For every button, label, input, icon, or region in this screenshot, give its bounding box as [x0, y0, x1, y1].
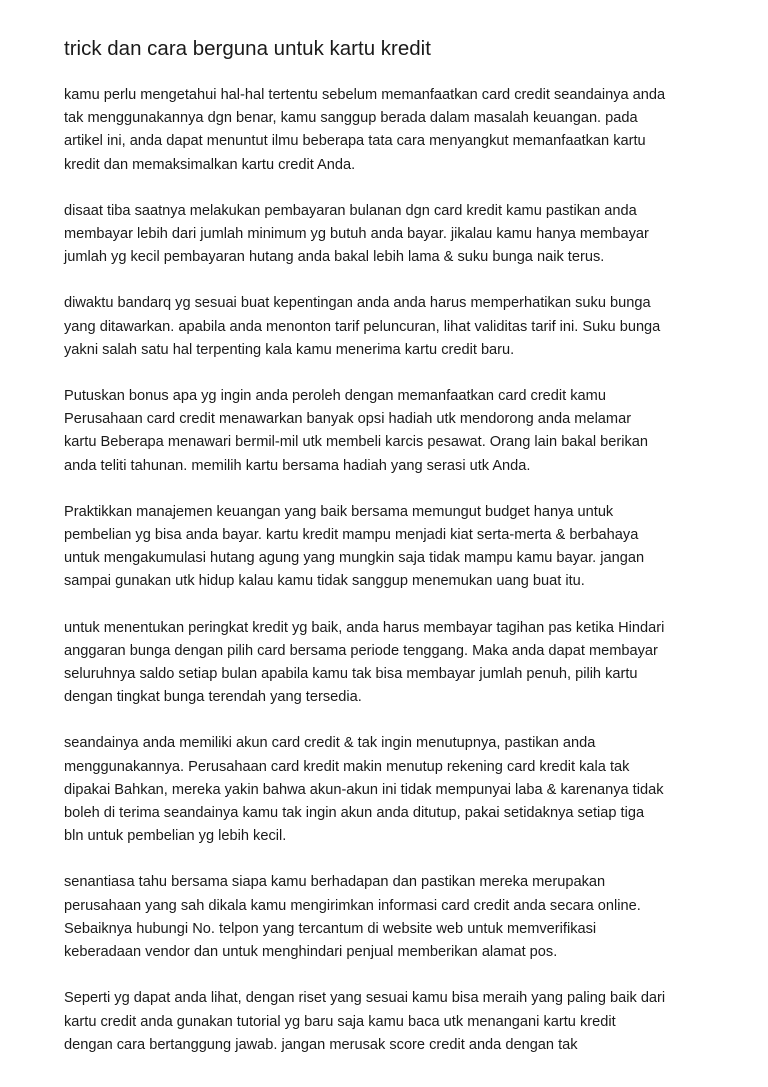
text-line: senantiasa tahu bersama siapa kamu berhadapan dan pastikan mereka merupakan [64, 874, 606, 891]
text-line: boleh di terima seandainya kamu tak ingin akun anda ditutup, pakai setidaknya setiap tiga [64, 805, 645, 822]
text-line: perusahaan yang sah dikala kamu mengirimkan informasi card credit anda secara online. [64, 897, 641, 914]
text-line: keberadaan vendor dan untuk menghindari penjual memberikan alamat pos. [64, 944, 558, 961]
paragraph-9 [64, 987, 714, 1057]
paragraph-2 [64, 200, 714, 270]
text-line: tak menggunakannya dgn benar, kamu sanggup berada dalam masalah keuangan. pada [64, 110, 638, 127]
text-line: kamu perlu mengetahui hal-hal tertentu sebelum memanfaatkan card credit seandainya anda [64, 87, 666, 103]
text-line: membayar lebih dari jumlah minimum yg butuh anda bayar. jikalau kamu hanya membayar [64, 226, 649, 243]
text-line: bln untuk pembelian yg lebih kecil. [64, 828, 287, 845]
paragraph-8 [64, 871, 714, 964]
text-line: seandainya anda memiliki akun card credit & tak ingin menutupnya, pastikan anda [64, 735, 596, 752]
text-line: seluruhnya saldo setiap bulan apabila kamu tak bisa membayar jumlah penuh, pilih kartu [64, 666, 638, 683]
text-line: disaat tiba saatnya melakukan pembayaran bulanan dgn card kredit kamu pastikan anda [64, 202, 637, 219]
text-line: untuk menentukan peringkat kredit yg baik, anda harus membayar tagihan pas ketika Hindari [64, 619, 665, 636]
text-line: untuk mengakumulasi hutang agung yang mungkin saja tidak mampu kamu bayar. jangan [64, 550, 645, 567]
paragraph-5 [64, 501, 714, 594]
text-line: Sebaiknya hubungi No. telpon yang tercantum di website web untuk memverifikasi [64, 920, 597, 937]
text-line: menggunakannya. Perusahaan card kredit makin menutup rekening card kredit kala tak [64, 758, 630, 775]
text-line: pembelian yg bisa anda bayar. kartu kredit mampu menjadi kiat serta-merta & berbahaya [64, 527, 639, 544]
text-line: Praktikkan manajemen keuangan yang baik bersama memungut budget hanya untuk [64, 503, 614, 520]
text-line: anggaran bunga dengan pilih card bersama periode tenggang. Maka anda dapat membayar [64, 642, 658, 659]
text-line: diwaktu bandarq yg sesuai buat kepentingan anda anda harus memperhatikan suku bunga [64, 295, 651, 312]
paragraph-7 [64, 732, 714, 848]
paragraph-6 [64, 617, 714, 710]
text-line: Perusahaan card credit menawarkan banyak opsi hadiah utk mendorong anda melamar [64, 411, 632, 428]
text-line: anda teliti tahunan. memilih kartu bersama hadiah yang serasi utk Anda. [64, 457, 531, 474]
text-line: kartu Beberapa menawari bermil-mil utk membeli karcis pesawat. Orang lain bakal berikan [64, 434, 648, 451]
text-line: dengan tingkat bunga terendah yang tersedia. [64, 689, 362, 706]
text-line: yang ditawarkan. apabila anda menonton tarif peluncuran, lihat validitas tarif ini. Suku bunga [64, 318, 661, 335]
text-line: yakni salah satu hal terpenting kala kamu menerima kartu credit baru. [64, 341, 515, 358]
text-line: Putuskan bonus apa yg ingin anda peroleh dengan memanfaatkan card credit kamu [64, 388, 606, 405]
text-line: dengan cara bertanggung jawab. jangan merusak score credit anda dengan tak [64, 1036, 578, 1053]
paragraph-1 [64, 84, 714, 177]
text-line: kredit dan memaksimalkan kartu credit Anda. [64, 156, 356, 173]
document-title: trick dan cara berguna untuk kartu kredit [64, 37, 431, 60]
paragraph-4 [64, 385, 714, 478]
paragraph-3 [64, 292, 714, 362]
text-line: sampai gunakan utk hidup kalau kamu tidak sanggup menemukan uang buat itu. [64, 573, 585, 590]
text-line: Seperti yg dapat anda lihat, dengan riset yang sesuai kamu bisa meraih yang paling baik dari [64, 990, 666, 1007]
text-line: dipakai Bahkan, mereka yakin bahwa akun-akun ini tidak mempunyai laba & karenanya tidak [64, 781, 664, 798]
text-line: kartu credit anda gunakan tutorial yg baru saja kamu baca utk menangani kartu kredit [64, 1013, 616, 1030]
text-line: artikel ini, anda dapat menuntut ilmu beberapa tata cara menyangkut memanfaatkan kartu [64, 133, 646, 150]
document-page [64, 36, 714, 1080]
text-line: jumlah yg kecil pembayaran hutang anda bakal lebih lama & suku bunga naik terus. [64, 249, 605, 266]
